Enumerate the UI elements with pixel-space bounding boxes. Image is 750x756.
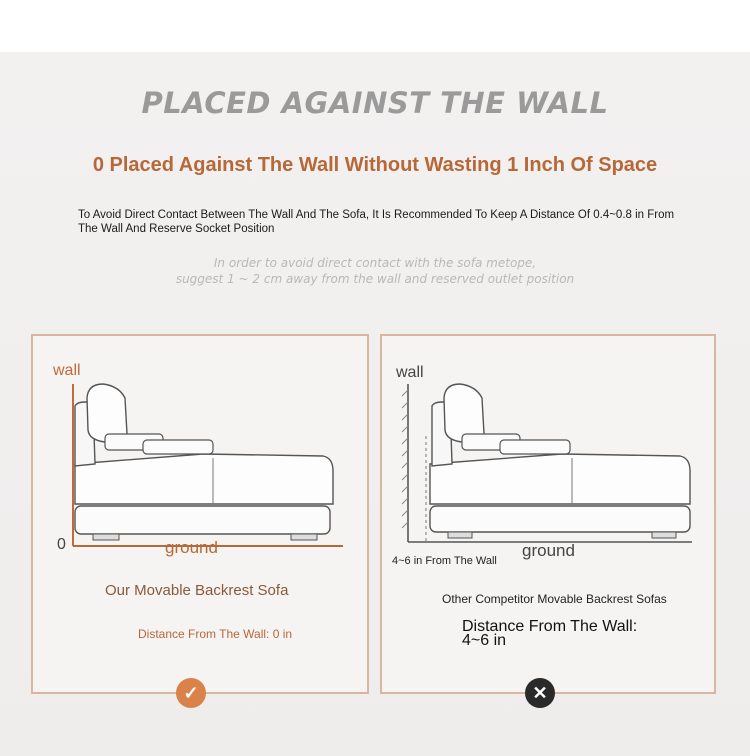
wall-label: wall xyxy=(396,364,424,381)
competitor-sofa-title: Other Competitor Movable Backrest Sofas xyxy=(442,592,667,606)
zero-label: 0 xyxy=(57,536,66,553)
ground-label: ground xyxy=(165,538,218,557)
wall-label: wall xyxy=(53,362,81,379)
our-sofa-card xyxy=(31,334,369,694)
top-strip xyxy=(0,0,750,52)
our-sofa-distance: Distance From The Wall: 0 in xyxy=(138,627,293,641)
page-heading: PLACED AGAINST THE WALL xyxy=(141,86,609,120)
page-subheading: 0 Placed Against The Wall Without Wasting 1 Inch Of Space xyxy=(92,154,658,176)
faint-caption-line-1: In order to avoid direct contact with the sofa metope, xyxy=(213,256,537,270)
gap-label: 4~6 in From The Wall xyxy=(392,555,497,567)
competitor-sofa-distance: Distance From The Wall: 4~6 in xyxy=(462,618,638,649)
faint-caption-line-2: suggest 1 ~ 2 cm away from the wall and reserved outlet position xyxy=(175,272,575,286)
cross-icon: ✕ xyxy=(525,678,555,708)
check-icon: ✓ xyxy=(176,678,206,708)
recommendation-note: To Avoid Direct Contact Between The Wall And The Sofa, It Is Recommended To Keep A Distance Of 0.4~0.8 in From The Wall And Reserve Socket Position xyxy=(78,209,675,235)
our-sofa-title: Our Movable Backrest Sofa xyxy=(105,582,289,599)
ground-label: ground xyxy=(522,541,575,560)
competitor-sofa-card xyxy=(380,334,716,694)
